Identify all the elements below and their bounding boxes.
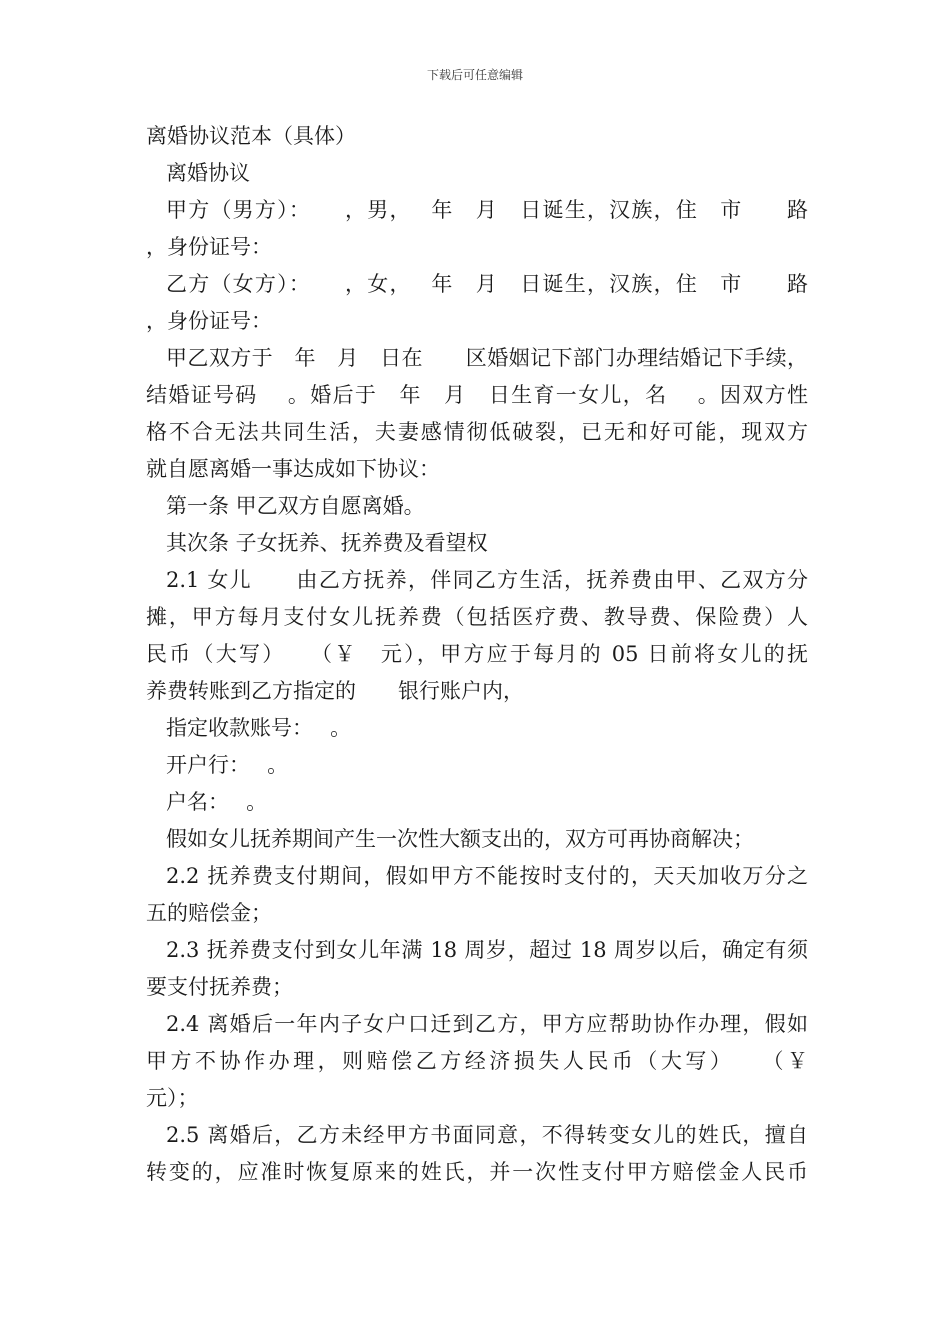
paragraph-line: 格不合无法共同生活，夫妻感情彻低破裂，已无和好可能，现双方 [146,420,808,444]
article-1-heading: 第一条 甲乙双方自愿离婚。 [166,494,425,518]
party-a-id-line: ，身份证号： [146,235,272,259]
section-heading: 离婚协议 [166,161,250,185]
party-b-id-line: ，身份证号： [146,309,272,333]
account-number-line: 指定收款账号： 。 [166,716,352,740]
clause-line: 2.4 离婚后一年内子女户口迁到乙方，甲方应帮助协作办理，假如 [166,1012,808,1036]
document-title: 离婚协议范本（具体） [146,124,356,148]
party-a-line: 甲方（男方）： ，男， 年 月 日诞生，汉族，住 市 路 [166,198,808,222]
paragraph-line: 甲乙双方于 年 月 日在 区婚姻记下部门办理结婚记下手续， [166,346,808,370]
clause-line: 2.3 抚养费支付到女儿年满 18 周岁，超过 18 周岁以后，确定有须 [166,938,808,962]
paragraph-line: 就自愿离婚一事达成如下协议： [146,457,440,481]
clause-line: 假如女儿抚养期间产生一次性大额支出的，双方可再协商解决； [166,827,754,851]
account-name-line: 户名： 。 [166,790,268,814]
clause-line: 民币（大写） （￥ 元），甲方应于每月的 05 日前将女儿的抚 [146,642,808,666]
document-body [146,118,808,1191]
clause-line: 2.2 抚养费支付期间，假如甲方不能按时支付的，天天加收万分之 [166,864,808,888]
clause-line: 五的赔偿金； [146,901,272,925]
clause-line: 要支付抚养费； [146,975,293,999]
bank-line: 开户行： 。 [166,753,289,777]
page-header-note: 下载后可任意编辑 [426,68,523,82]
clause-line: 2.1 女儿 由乙方抚养，伴同乙方生活，抚养费由甲、乙双方分 [166,568,808,592]
clause-line: 元）； [146,1086,199,1110]
party-b-line: 乙方（女方）： ，女， 年 月 日诞生，汉族，住 市 路 [166,272,808,296]
clause-line: 转变的，应准时恢复原来的姓氏，并一次性支付甲方赔偿金人民币 [146,1160,808,1184]
clause-line: 摊，甲方每月支付女儿抚养费（包括医疗费、教导费、保险费）人 [146,605,808,629]
article-2-heading: 其次条 子女抚养、抚养费及看望权 [166,531,488,555]
paragraph-line: 结婚证号码 。婚后于 年 月 日生育一女儿，名 。因双方性 [146,383,808,407]
clause-line: 2.5 离婚后，乙方未经甲方书面同意，不得转变女儿的姓氏，擅自 [166,1123,808,1147]
clause-line: 甲方不协作办理，则赔偿乙方经济损失人民币（大写） （￥ [146,1049,808,1073]
clause-line: 养费转账到乙方指定的 银行账户内， [146,679,524,703]
